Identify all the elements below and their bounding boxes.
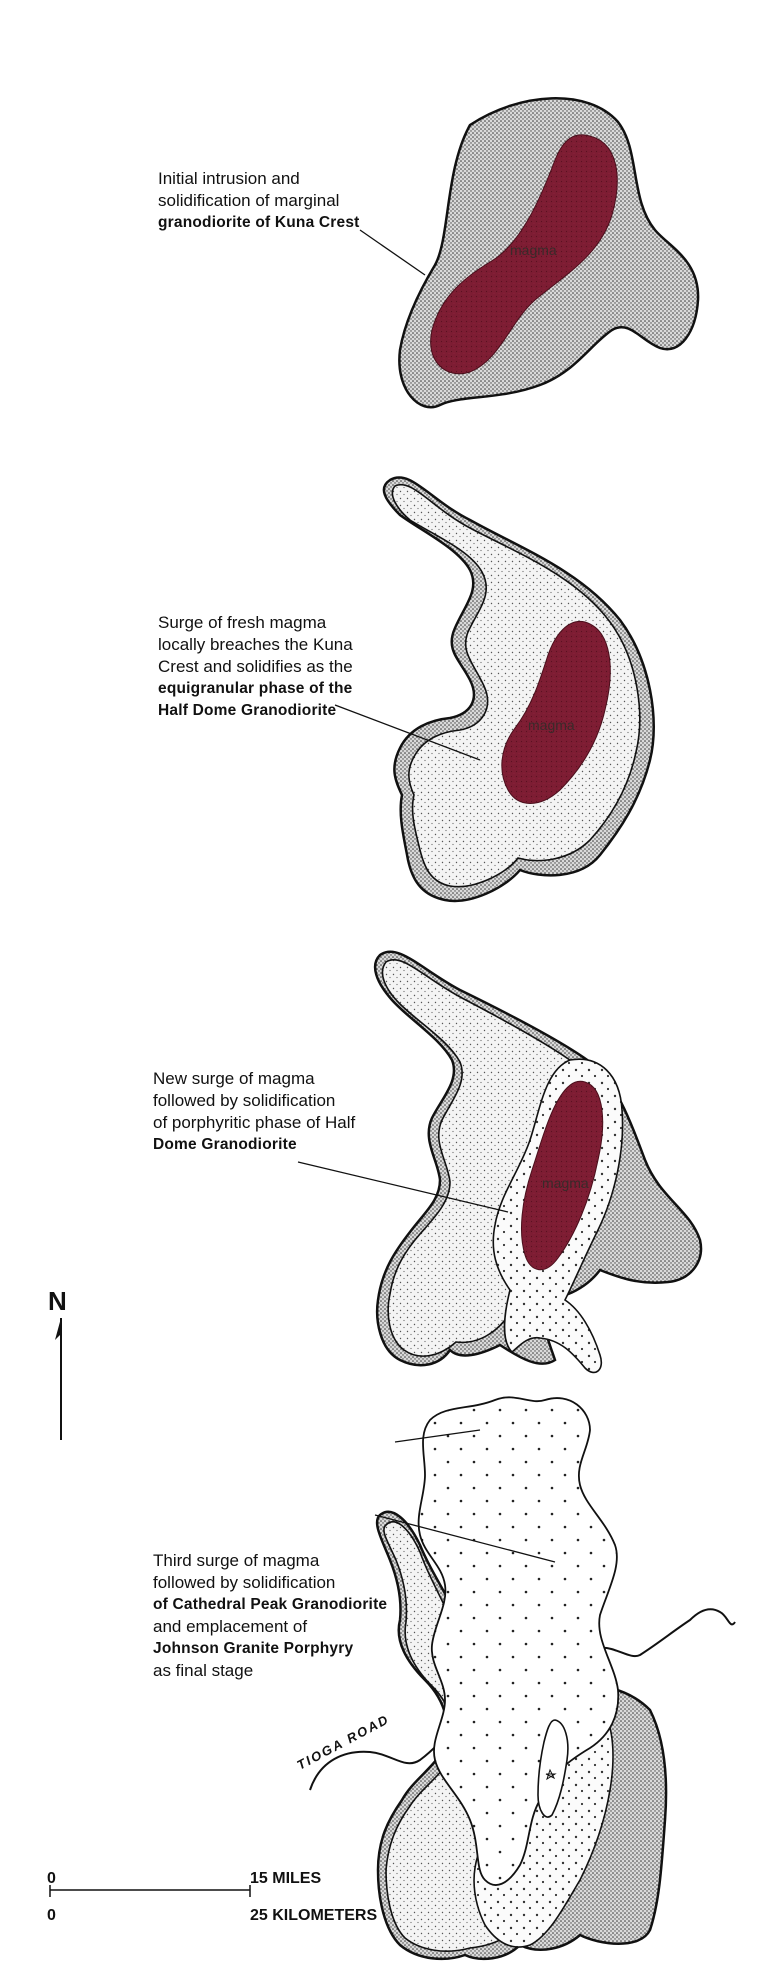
caption-4-tail: as final stage [153,1661,254,1680]
caption-3-bold-1: Dome Granodiorite [153,1136,297,1153]
north-label: N [48,1286,67,1316]
panel-2 [335,477,654,901]
panel-3 [298,952,701,1373]
caption-4-after: and emplacement of [153,1617,308,1636]
caption-1-bold-1: granodiorite of Kuna Crest [158,214,360,231]
magma-label-3: magma [542,1175,589,1191]
caption-4-bold-1: Johnson Granite Porphyry [153,1640,354,1657]
scale-miles-label: 15 MILES [250,1870,322,1887]
caption-3-line-1: New surge of magma [153,1069,315,1088]
tioga-road-label: TIOGA ROAD [294,1711,392,1773]
caption-3-line-3: of porphyritic phase of Half [153,1113,356,1132]
leader-line-1 [360,230,425,275]
scale-km-label: 25 KILOMETERS [250,1907,378,1924]
caption-2-bold-2: Half Dome Granodiorite [158,702,337,719]
caption-3-line-2: followed by solidification [153,1091,336,1110]
caption-stage-2 [158,612,353,722]
caption-stage-3 [153,1068,355,1156]
caption-4-line-2: followed by solidification [153,1573,336,1592]
magma-label-1: magma [510,242,557,258]
caption-2-line-1: Surge of fresh magma [158,613,327,632]
caption-4-mixed: of Cathedral Peak Granodiorite [153,1596,388,1613]
caption-stage-1 [158,168,360,234]
scale-bar [47,1870,377,1924]
caption-2-line-2: locally breaches the Kuna [158,635,353,654]
caption-1-line-1: Initial intrusion and [158,169,300,188]
magma-label-2: magma [528,717,575,733]
panel-1 [360,98,698,407]
caption-stage-4 [153,1550,387,1682]
caption-2-line-3: Crest and solidifies as the [158,657,353,676]
caption-1-line-2: solidification of marginal [158,191,340,210]
caption-4-line-1: Third surge of magma [153,1551,320,1570]
north-arrow [48,1286,67,1440]
scale-miles-zero: 0 [47,1870,56,1887]
scale-km-zero: 0 [47,1907,56,1924]
caption-2-bold-1: equigranular phase of the [158,680,353,697]
